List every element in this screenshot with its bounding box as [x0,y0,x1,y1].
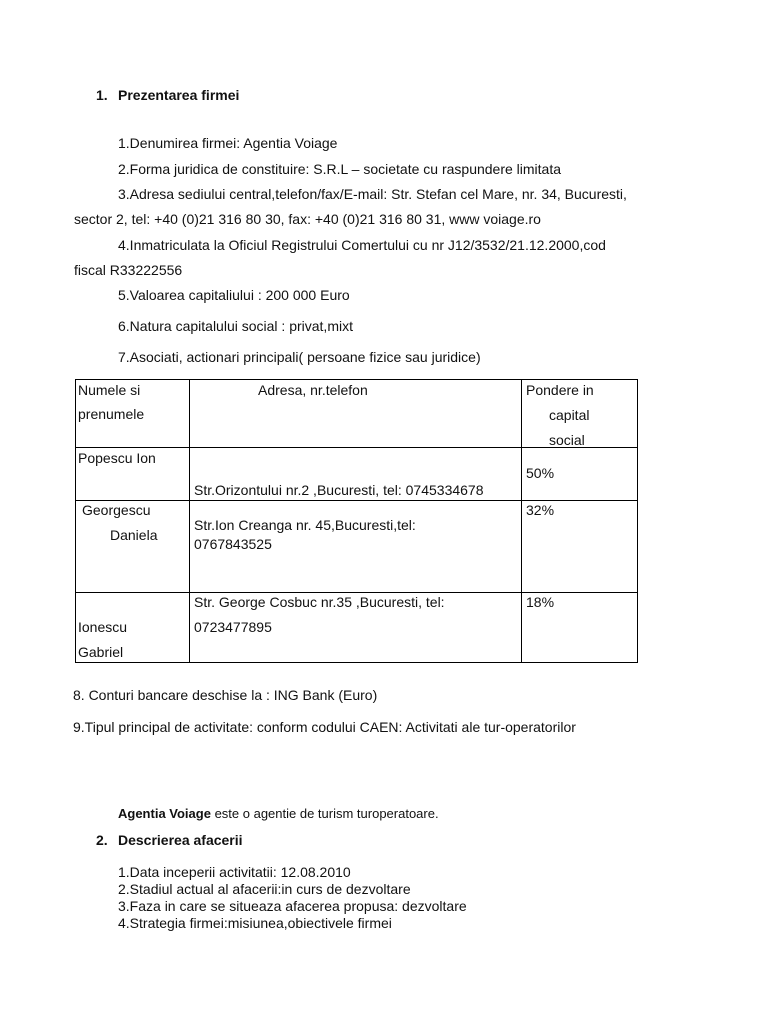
item-phase: 3.Faza in care se situeaza afacerea propusa: dezvoltare [118,898,467,914]
row-1-share-cell [522,448,638,501]
section-2-title: Descrierea afacerii [118,832,243,848]
row-1-address: Str.Orizontului nr.2 ,Bucuresti, tel: 0745334678 [194,482,484,498]
row-1-name-cell [76,448,190,501]
header-address-cell [190,380,522,448]
row-2-address-line1: Str.Ion Creanga nr. 45,Bucuresti,tel: [194,517,416,533]
row-3-share-cell [522,593,638,663]
item-bank-accounts: 8. Conturi bancare deschise la : ING Bank (Euro) [73,687,378,703]
item-address-line2: sector 2, tel: +40 (0)21 316 80 30, fax: +40 (0)21 316 80 31, www voiage.ro [74,211,541,227]
table-header-row [76,380,638,448]
header-name-line1: Numele si [78,382,141,398]
row-3-name-line1: Ionescu [78,619,128,635]
associates-table [75,379,638,663]
header-share-line2: capital [549,407,590,423]
row-2-share-cell [522,501,638,593]
header-share-line1: Pondere in [526,382,594,398]
row-3-address-line2: 0723477895 [194,619,272,635]
section-2-heading [96,831,243,849]
header-name-line2: prenumele [78,406,145,422]
row-2-name-line2: Daniela [110,527,158,543]
section-1-title: Prezentarea firmei [118,87,240,103]
table-row [76,448,638,501]
row-2-share: 32% [526,502,555,518]
item-main-activity: 9.Tipul principal de activitate: conform codului CAEN: Activitati ale tur-operatorilor [73,719,576,735]
section-2-number: 2. [96,832,108,848]
row-3-address-line1: Str. George Cosbuc nr.35 ,Bucuresti, tel: [194,594,445,610]
row-1-share: 50% [526,465,555,481]
table-row [76,501,638,593]
section-1-number: 1. [96,87,108,103]
section-1-heading [96,86,239,104]
row-2-address-cell [190,501,522,593]
item-registration-line2: fiscal R33222556 [74,262,183,278]
header-share-line3: social [549,432,585,448]
row-3-address-cell [190,593,522,663]
intro-sentence [118,805,439,823]
row-2-address-line2: 0767843525 [194,536,272,552]
header-address: Adresa, nr.telefon [258,382,368,398]
row-3-name-line2: Gabriel [78,644,124,660]
item-associates: 7.Asociati, actionari principali( persoane fizice sau juridice) [118,349,481,365]
item-start-date: 1.Data inceperii activitatii: 12.08.2010 [118,864,351,880]
item-capital-value: 5.Valoarea capitaliului : 200 000 Euro [118,287,350,303]
table-row [76,593,638,663]
item-company-name: 1.Denumirea firmei: Agentia Voiage [118,135,338,151]
item-address-line1: 3.Adresa sediului central,telefon/fax/E-mail: Str. Stefan cel Mare, nr. 34, Bucuresti, [118,186,627,202]
header-name-cell [76,380,190,448]
row-3-name-cell [76,593,190,663]
item-capital-nature: 6.Natura capitalului social : privat,mixt [118,318,353,334]
item-strategy: 4.Strategia firmei:misiunea,obiectivele firmei [118,915,392,931]
row-1-name: Popescu Ion [78,450,156,466]
row-2-name-line1: Georgescu [82,502,151,518]
header-share-cell [522,380,638,448]
item-current-stage: 2.Stadiul actual al afacerii:in curs de dezvoltare [118,881,411,897]
row-2-name-cell [76,501,190,593]
row-1-address-cell [190,448,522,501]
intro-company-name: Agentia Voiage [118,806,211,821]
item-registration-line1: 4.Inmatriculata la Oficiul Registrului Comertului cu nr J12/3532/21.12.2000,cod [118,237,606,253]
row-3-share: 18% [526,594,555,610]
intro-text: este o agentie de turism turoperatoare. [210,806,439,821]
item-legal-form: 2.Forma juridica de constituire: S.R.L – societate cu raspundere limitata [118,161,562,177]
